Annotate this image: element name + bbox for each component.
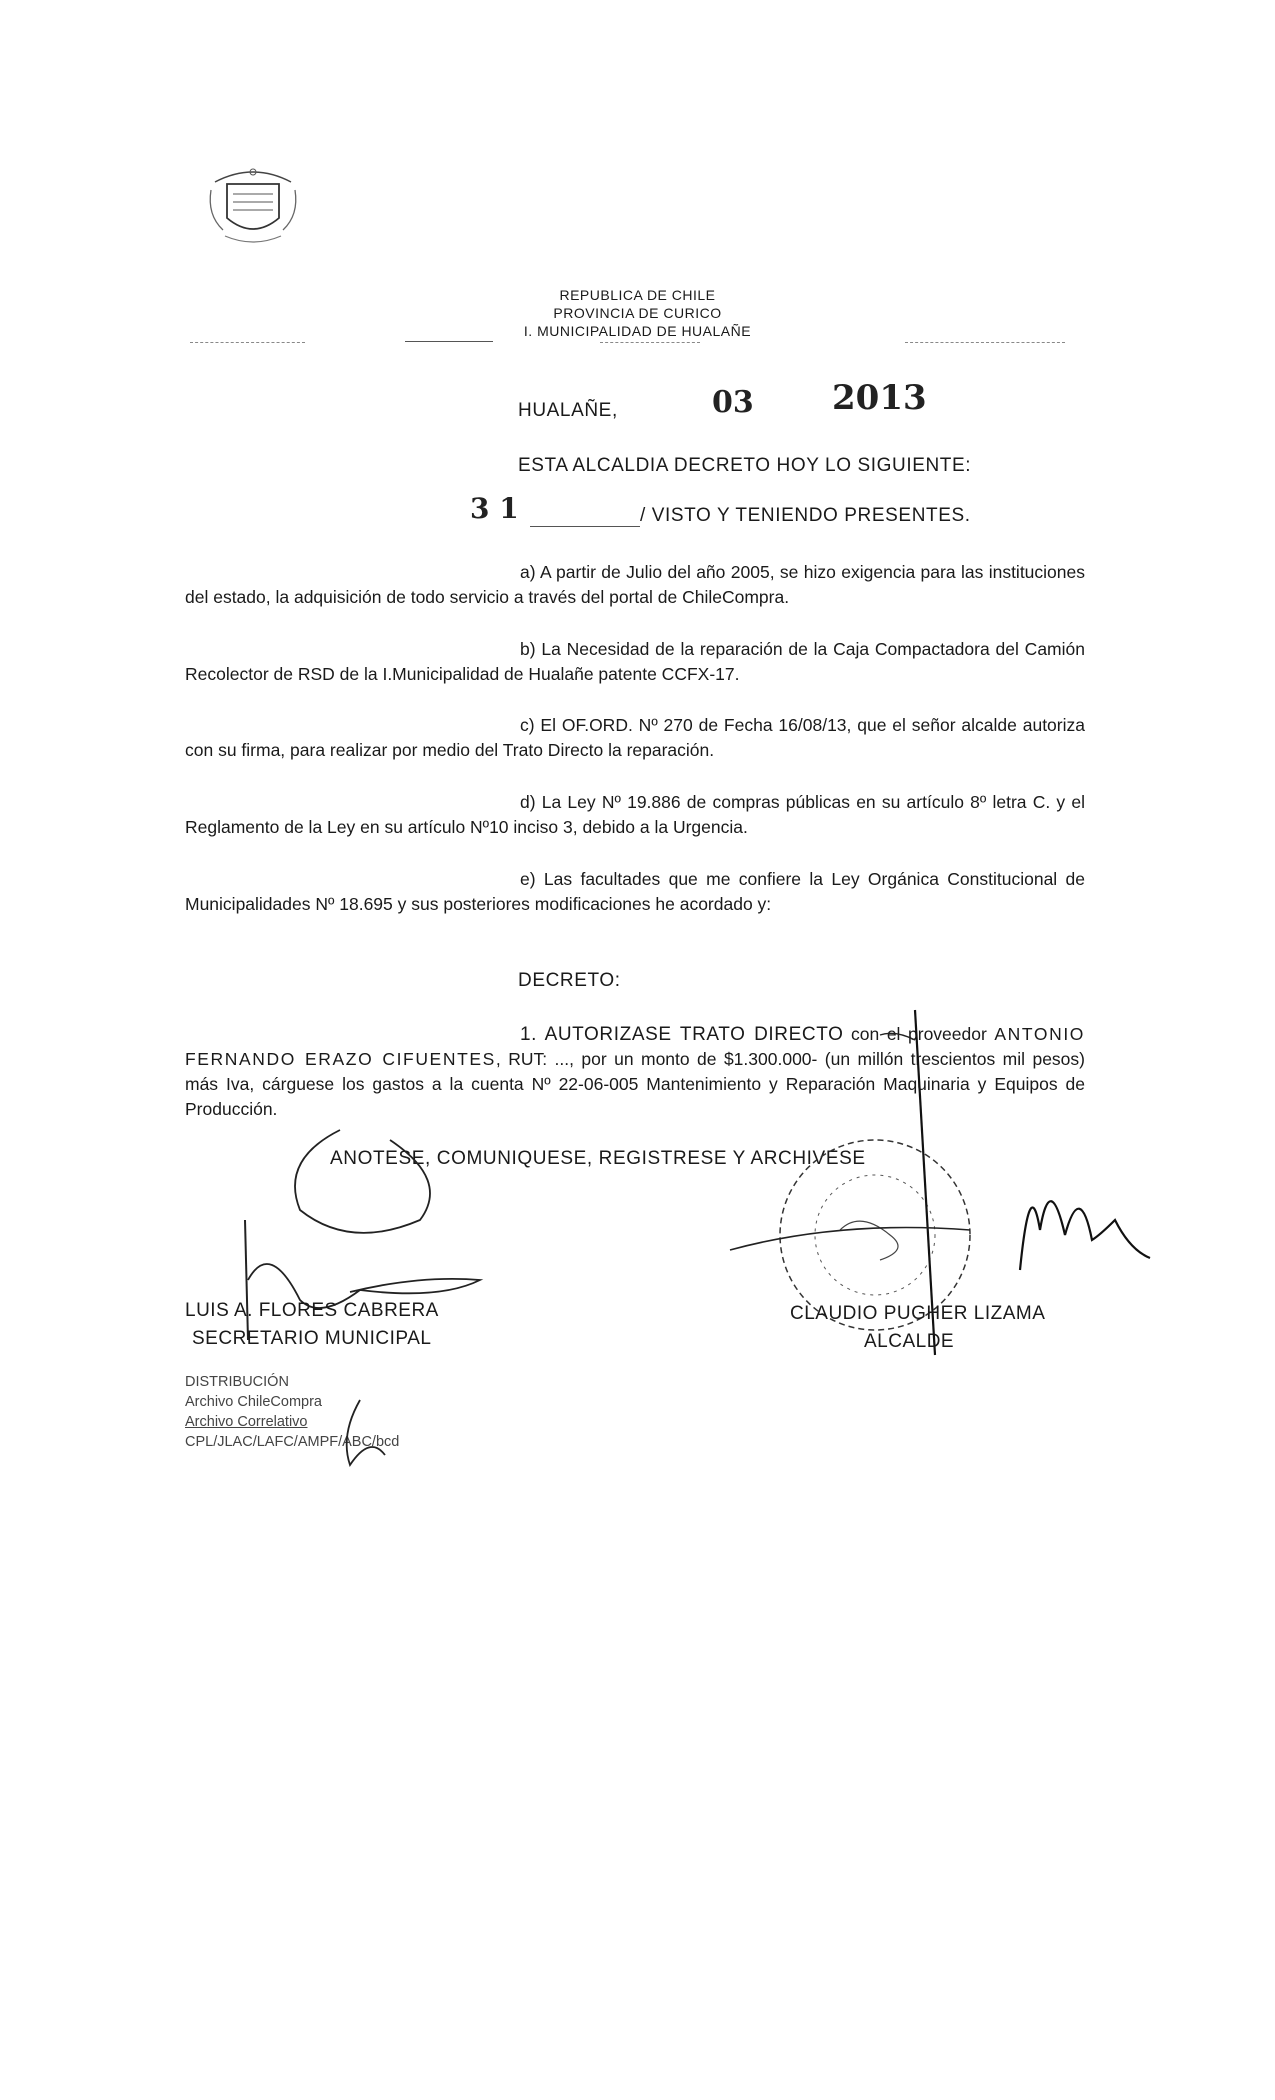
handwritten-date-year: 2013	[832, 378, 927, 418]
secretary-name: LUIS A. FLORES CABRERA	[185, 1300, 439, 1321]
visto-heading: / VISTO Y TENIENDO PRESENTES.	[640, 505, 971, 526]
considerando-d: d) La Ley Nº 19.886 de compras públicas en su artículo 8º letra C. y el Reglamento de la Ley en su artículo Nº10 inciso 3, debido a la Urgencia.	[185, 792, 1085, 837]
header-dash-left	[190, 342, 305, 343]
considerando-a: a) A partir de Julio del año 2005, se hizo exigencia para las instituciones del estado, la adquisición de todo servicio a través del portal de ChileCompra.	[185, 562, 1085, 607]
considerando-e: e) Las facultades que me confiere la Ley Orgánica Constitucional de Municipalidades Nº 18.695 y sus posteriores modificaciones he acordado y:	[185, 869, 1085, 914]
distribution-title: DISTRIBUCIÓN	[185, 1374, 289, 1390]
mayor-title: ALCALDE	[864, 1331, 955, 1352]
distribution-initials: CPL/JLAC/LAFC/AMPF/ABC/bcd	[185, 1434, 400, 1450]
considerando-c: c) El OF.ORD. Nº 270 de Fecha 16/08/13, que el señor alcalde autoriza con su firma, para realizar por medio del Trato Directo la reparación.	[185, 715, 1085, 760]
place-label: HUALAÑE,	[518, 400, 618, 421]
header-municipalidad: I. MUNICIPALIDAD DE HUALAÑE	[523, 323, 752, 339]
header-republica: REPUBLICA DE CHILE	[559, 287, 716, 303]
intro-statement: ESTA ALCALDIA DECRETO HOY LO SIGUIENTE:	[518, 455, 972, 476]
mayor-name: CLAUDIO PUGHER LIZAMA	[790, 1303, 1046, 1324]
decree-number: 3 1	[470, 492, 519, 525]
header-dash-right	[905, 342, 1065, 343]
distribution-correlativo: Archivo Correlativo	[185, 1414, 308, 1430]
decree-number-line	[530, 526, 640, 527]
header-provincia: PROVINCIA DE CURICO	[553, 305, 722, 321]
decreto-title: DECRETO:	[518, 970, 621, 991]
municipal-logo	[205, 160, 301, 248]
secretary-title: SECRETARIO MUNICIPAL	[192, 1328, 432, 1349]
distribution-chilecompra: Archivo ChileCompra	[185, 1394, 322, 1410]
closing-statement: ANOTESE, COMUNIQUESE, REGISTRESE Y ARCHIVESE	[330, 1148, 866, 1169]
articulo-1: 1. AUTORIZASE TRATO DIRECTO con el proveedor ANTONIO FERNANDO ERAZO CIFUENTES, RUT: ..., por un monto de $1.300.000- (un millón trescientos mil pesos) más Iva, cárguese los gastos a la cuenta Nº 22-06-005 Mantenimiento y Reparación Maquinaria y Equipos de Producción.	[185, 1024, 1085, 1119]
distribution-initial-mark	[330, 1395, 400, 1475]
considerando-b: b) La Necesidad de la reparación de la Caja Compactadora del Camión Recolector de RSD de la I.Municipalidad de Hualañe patente CCFX-17.	[185, 639, 1085, 684]
header-dash-mid	[600, 342, 700, 343]
handwritten-date-day: 03	[712, 385, 754, 420]
header-underline	[405, 341, 493, 342]
